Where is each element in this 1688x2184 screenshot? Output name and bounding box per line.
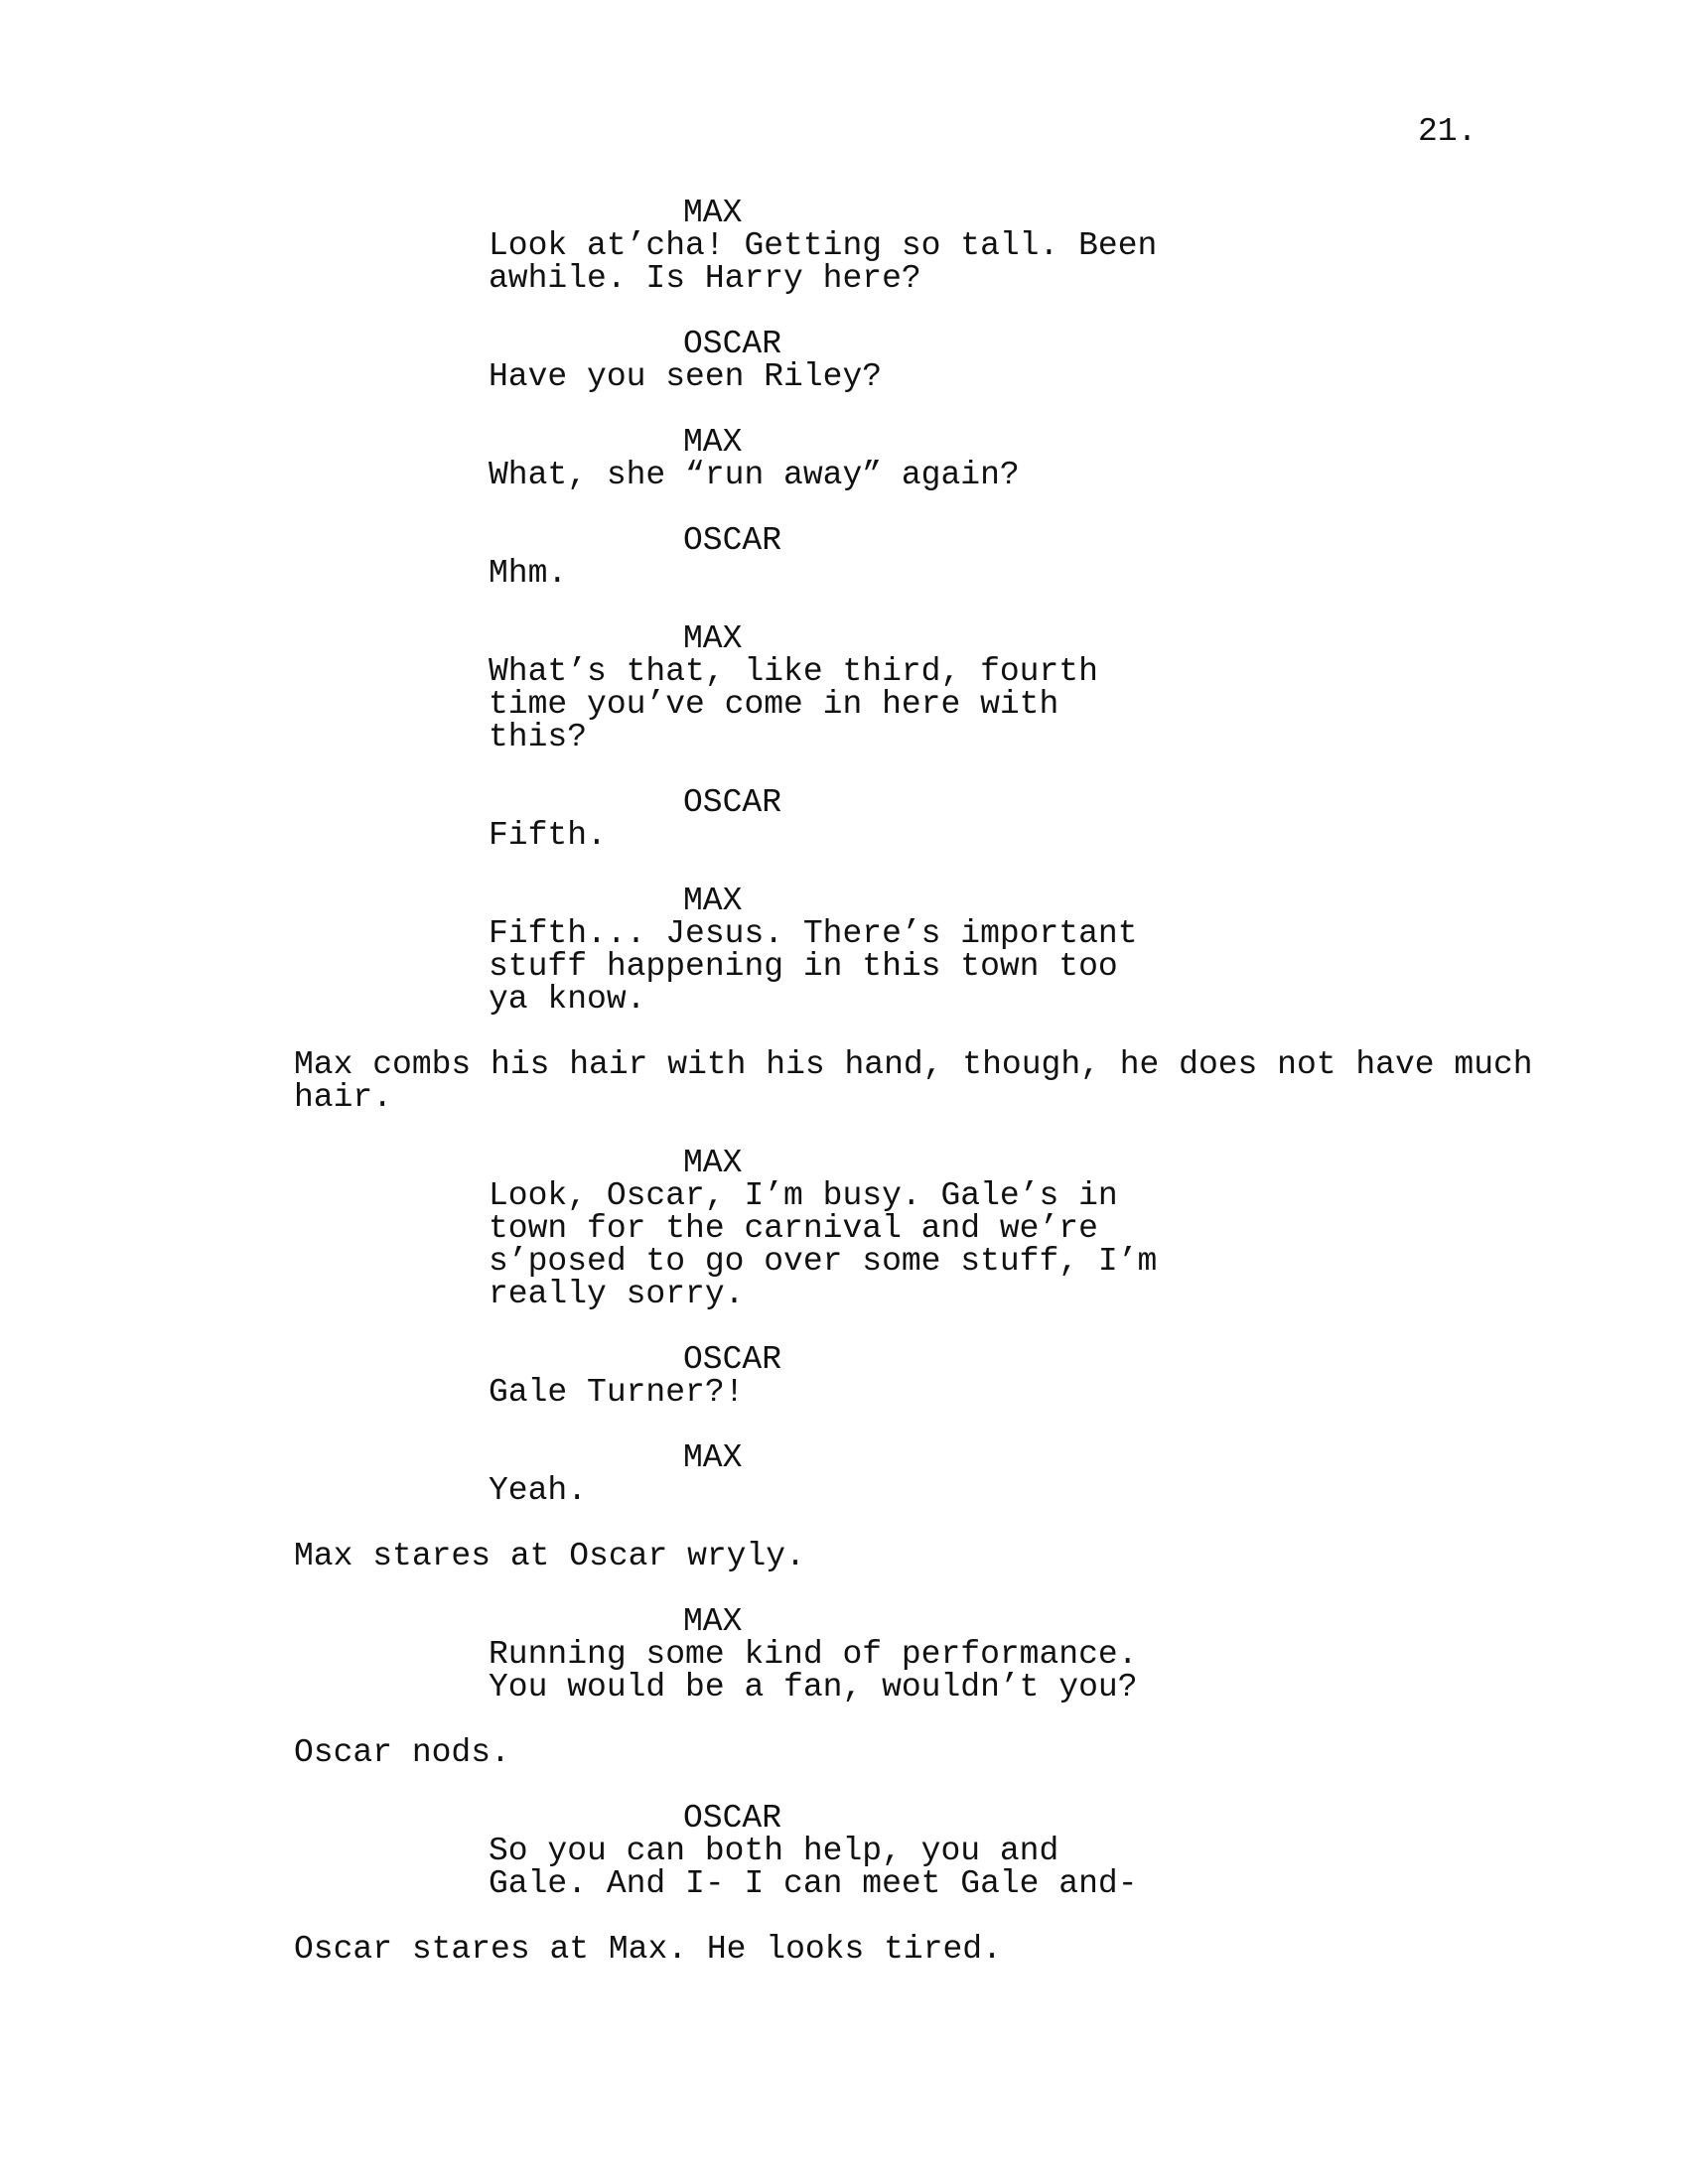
- dialogue-block: [0, 426, 1688, 491]
- dialogue-text: Yeah.: [489, 1472, 588, 1509]
- character-name: OSCAR: [683, 522, 782, 559]
- dialogue-text: What’s that, like third, fourth time you’ve come in here with this?: [489, 653, 1098, 755]
- dialogue-text: Have you seen Riley?: [489, 358, 883, 395]
- dialogue-block: [0, 328, 1688, 393]
- action-text: Oscar stares at Max. He looks tired.: [294, 1931, 1002, 1968]
- action-text: Max combs his hair with his hand, though, he does not have much hair.: [294, 1046, 1533, 1116]
- dialogue-block: [0, 1605, 1688, 1704]
- character-name: OSCAR: [683, 326, 782, 362]
- dialogue-block: [0, 622, 1688, 753]
- dialogue-text: Look at’cha! Getting so tall. Been awhile. Is Harry here?: [489, 227, 1158, 297]
- dialogue-text: So you can both help, you and Gale. And I- I can meet Gale and-: [489, 1833, 1138, 1902]
- dialogue-block: [0, 786, 1688, 852]
- character-name: MAX: [683, 883, 743, 919]
- dialogue-block: [0, 1802, 1688, 1900]
- character-name: MAX: [683, 1439, 743, 1476]
- action-block: [0, 1933, 1688, 1966]
- character-name: MAX: [683, 195, 743, 231]
- action-text: Oscar nods.: [294, 1734, 510, 1771]
- screenplay-body: [0, 197, 1688, 1998]
- page-number: 21.: [1418, 113, 1477, 150]
- dialogue-text: Running some kind of performance. You would be a fan, wouldn’t you?: [489, 1636, 1138, 1706]
- character-name: MAX: [683, 424, 743, 461]
- action-block: [0, 1540, 1688, 1572]
- character-name: MAX: [683, 1603, 743, 1640]
- dialogue-text: Fifth.: [489, 817, 607, 854]
- dialogue-block: [0, 885, 1688, 1016]
- dialogue-text: Mhm.: [489, 555, 568, 592]
- action-block: [0, 1736, 1688, 1769]
- action-text: Max stares at Oscar wryly.: [294, 1538, 805, 1574]
- dialogue-block: [0, 1441, 1688, 1507]
- character-name: OSCAR: [683, 1800, 782, 1837]
- dialogue-block: [0, 1343, 1688, 1409]
- action-block: [0, 1048, 1688, 1114]
- dialogue-block: [0, 197, 1688, 295]
- character-name: MAX: [683, 620, 743, 657]
- dialogue-text: What, she “run away” again?: [489, 457, 1020, 493]
- dialogue-block: [0, 524, 1688, 590]
- character-name: OSCAR: [683, 1341, 782, 1378]
- dialogue-text: Fifth... Jesus. There’s important stuff happening in this town too ya know.: [489, 915, 1138, 1018]
- dialogue-text: Look, Oscar, I’m busy. Gale’s in town for the carnival and we’re s’posed to go over some stuff, I’m really sorry.: [489, 1177, 1158, 1312]
- dialogue-text: Gale Turner?!: [489, 1374, 745, 1411]
- dialogue-block: [0, 1147, 1688, 1310]
- character-name: MAX: [683, 1145, 743, 1181]
- character-name: OSCAR: [683, 784, 782, 821]
